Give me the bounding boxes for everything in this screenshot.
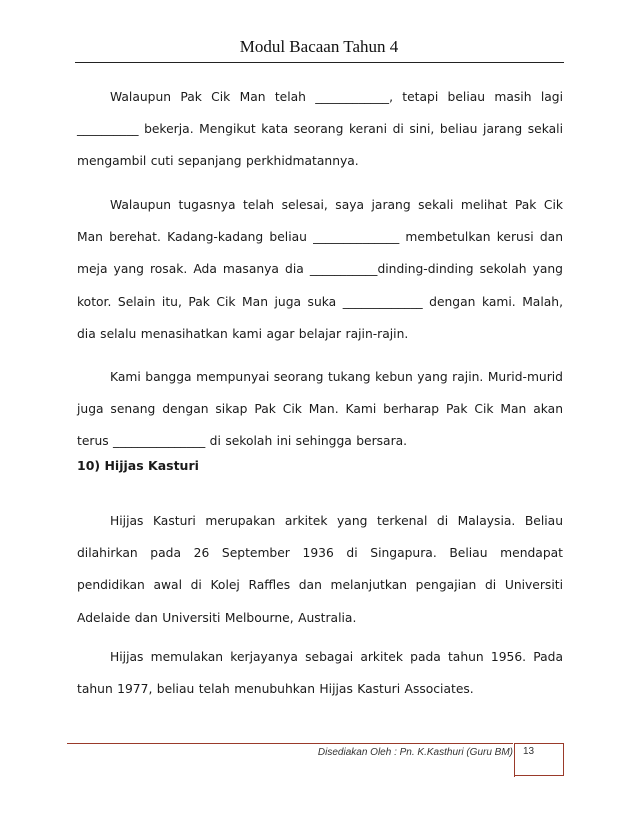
paragraph-3-text: Kami bangga mempunyai seorang tukang kebun yang rajin. Murid-murid juga senang dengan sikap Pak Cik Man. Kami berharap Pak Cik Man akan terus _______________ di sekolah ini sehingga bersara. (77, 370, 563, 449)
footer-divider (67, 743, 513, 744)
footer-credit: Disediakan Oleh : Pn. K.Kasthuri (Guru BM) (317, 747, 513, 758)
paragraph-2-text: Walaupun tugasnya telah selesai, saya jarang sekali melihat Pak Cik Man berehat. Kadang-kadang beliau ______________ membetulkan kerusi dan meja yang rosak. Ada masanya dia ___________dinding-dinding sekolah yang kotor. Selain itu, Pak Cik Man juga suka _____________ dengan kami. Malah, dia selalu menasihatkan kami agar belajar rajin-rajin. (77, 198, 563, 341)
section-heading: 10) Hijjas Kasturi (77, 458, 199, 473)
page-number-box (514, 743, 564, 776)
page-number: 13 (523, 746, 535, 757)
paragraph-1-text: Walaupun Pak Cik Man telah ____________, tetapi beliau masih lagi __________ bekerja. Mengikut kata seorang kerani di sini, beliau jarang sekali mengambil cuti sepanjang perkhidmatannya. (77, 90, 563, 169)
section-paragraph-2-text: Hijjas memulakan kerjayanya sebagai arkitek pada tahun 1956. Pada tahun 1977, beliau telah menubuhkan Hijjas Kasturi Associates. (77, 650, 563, 697)
section-paragraph-2 (77, 641, 563, 705)
section-paragraph-1 (77, 505, 563, 634)
paragraph-1 (77, 81, 563, 178)
header-title: Modul Bacaan Tahun 4 (239, 37, 399, 56)
paragraph-3 (77, 361, 563, 458)
paragraph-2 (77, 189, 563, 350)
header-divider (75, 62, 564, 63)
section-paragraph-1-text: Hijjas Kasturi merupakan arkitek yang terkenal di Malaysia. Beliau dilahirkan pada 26 September 1936 di Singapura. Beliau mendapat pendidikan awal di Kolej Raffles dan melanjutkan pengajian di Universiti Adelaide dan Universiti Melbourne, Australia. (77, 514, 563, 625)
